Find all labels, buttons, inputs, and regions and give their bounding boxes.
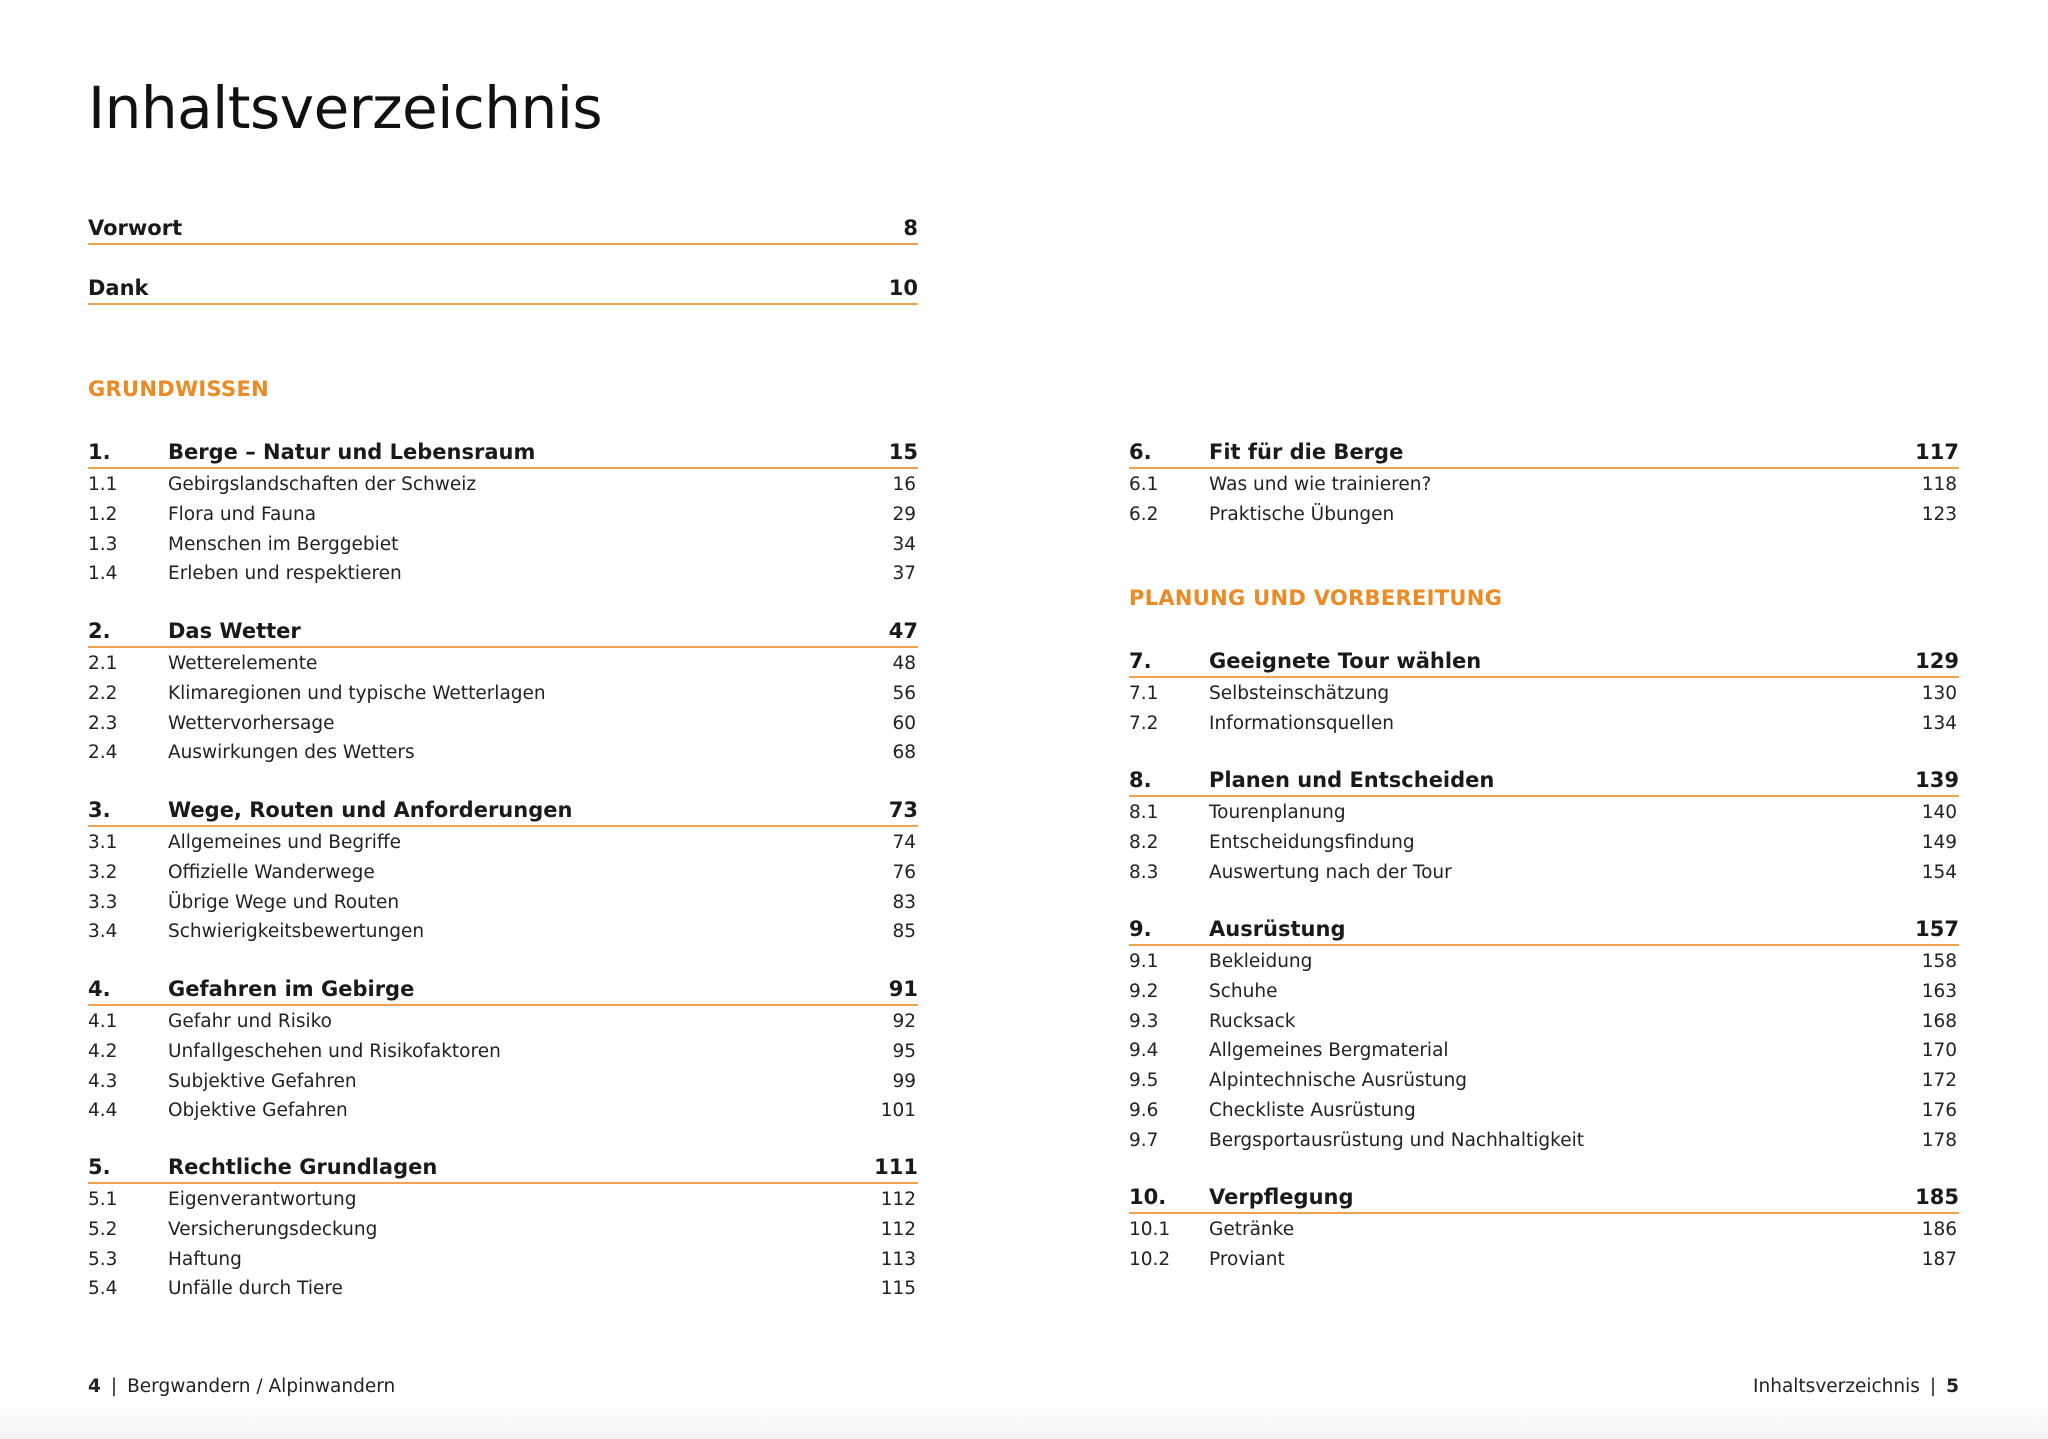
subentry-page: 112 [880, 1189, 916, 1210]
subentry-number: 9.4 [1129, 1040, 1159, 1062]
footer-section-title: Inhaltsverzeichnis [1753, 1376, 1920, 1397]
subentry-title: Offizielle Wanderwege [168, 861, 375, 883]
chapter-page: 91 [888, 977, 918, 1001]
subentry-number: 5.4 [88, 1278, 118, 1300]
subentry-title: Unfälle durch Tiere [168, 1278, 343, 1300]
subentry-number: 1.1 [88, 474, 118, 495]
chapter-page: 47 [888, 619, 918, 643]
toc-subentry[interactable] [88, 916, 918, 946]
chapter-number: 9. [1129, 917, 1152, 941]
subentry-number: 4.1 [88, 1011, 118, 1032]
subentry-number: 8.3 [1129, 861, 1159, 883]
toc-subentry[interactable] [88, 1244, 918, 1274]
toc-subentry[interactable] [1129, 678, 1959, 708]
subentry-page: 113 [880, 1248, 916, 1270]
toc-subentry[interactable] [88, 1095, 918, 1125]
footer-page-number: 4 [88, 1376, 101, 1397]
subentry-page: 176 [1921, 1099, 1957, 1121]
subentry-number: 4.4 [88, 1100, 118, 1122]
subentry-page: 29 [892, 503, 916, 525]
subentry-title: Bekleidung [1209, 951, 1313, 972]
subentry-title: Proviant [1209, 1248, 1285, 1270]
footer-right [1753, 1376, 1959, 1397]
subentry-number: 8.1 [1129, 802, 1159, 823]
footer-book-title: Bergwandern / Alpinwandern [127, 1376, 396, 1397]
toc-subentry[interactable] [88, 737, 918, 767]
toc-subentry[interactable] [88, 1036, 918, 1066]
chapter-heading[interactable] [88, 791, 918, 827]
chapter-title: Rechtliche Grundlagen [168, 1155, 438, 1179]
chapter-page: 15 [888, 440, 918, 464]
toc-subentry[interactable] [1129, 1065, 1959, 1095]
chapter-heading[interactable] [88, 433, 918, 469]
toc-subentry[interactable] [88, 558, 918, 588]
toc-subentry[interactable] [1129, 1244, 1959, 1274]
subentry-page: 158 [1921, 951, 1957, 972]
toc-subentry[interactable] [88, 708, 918, 738]
toc-chapter [88, 791, 918, 946]
subentry-title: Praktische Übungen [1209, 503, 1395, 525]
subentry-page: 115 [880, 1278, 916, 1300]
toc-chapter [1129, 433, 1959, 529]
toc-entry-page: 10 [888, 276, 918, 300]
chapter-title: Berge – Natur und Lebensraum [168, 440, 536, 464]
chapter-title: Ausrüstung [1209, 917, 1346, 941]
subentry-title: Objektive Gefahren [168, 1100, 348, 1122]
subentry-page: 16 [892, 474, 916, 495]
subentry-title: Erleben und respektieren [168, 563, 402, 585]
subentry-title: Wettervorhersage [168, 712, 335, 734]
subentry-title: Allgemeines und Begriffe [168, 832, 401, 853]
subentry-page: 149 [1921, 831, 1957, 853]
page-edge-shadow [0, 1399, 2048, 1439]
toc-entry-page: 8 [903, 216, 918, 240]
subentry-number: 3.2 [88, 861, 118, 883]
subentry-page: 140 [1921, 802, 1957, 823]
toc-chapter [1129, 642, 1959, 738]
chapter-title: Verpflegung [1209, 1185, 1354, 1209]
subentry-number: 4.3 [88, 1070, 118, 1092]
subentry-page: 74 [892, 832, 916, 853]
subentry-number: 2.2 [88, 682, 118, 704]
toc-subentry[interactable] [1129, 1095, 1959, 1125]
toc-subentry[interactable] [1129, 976, 1959, 1006]
subentry-number: 4.2 [88, 1040, 118, 1062]
toc-subentry[interactable] [88, 469, 918, 499]
chapter-page: 185 [1915, 1185, 1959, 1209]
subentry-number: 7.2 [1129, 712, 1159, 734]
toc-subentry[interactable] [88, 678, 918, 708]
subentry-number: 3.1 [88, 832, 118, 853]
toc-subentry[interactable] [1129, 1006, 1959, 1036]
subentry-title: Selbsteinschätzung [1209, 683, 1390, 704]
toc-subentry[interactable] [1129, 1214, 1959, 1244]
subentry-title: Gefahr und Risiko [168, 1011, 332, 1032]
toc-entry-vorwort[interactable] [88, 209, 918, 245]
subentry-number: 2.1 [88, 653, 118, 674]
subentry-page: 112 [880, 1218, 916, 1240]
subentry-page: 60 [892, 712, 916, 734]
subentry-number: 3.4 [88, 921, 118, 943]
subentry-number: 2.3 [88, 712, 118, 734]
chapter-page: 73 [888, 798, 918, 822]
chapter-number: 8. [1129, 768, 1152, 792]
subentry-number: 5.3 [88, 1248, 118, 1270]
footer-left [88, 1376, 395, 1397]
subentry-number: 2.4 [88, 742, 118, 764]
subentry-number: 10.2 [1129, 1248, 1171, 1270]
subentry-page: 95 [892, 1040, 916, 1062]
subentry-title: Getränke [1209, 1219, 1295, 1240]
subentry-title: Unfallgeschehen und Risikofaktoren [168, 1040, 501, 1062]
chapter-number: 3. [88, 798, 111, 822]
subentry-title: Entscheidungsfindung [1209, 831, 1415, 853]
subentry-page: 134 [1921, 712, 1957, 734]
toc-entry-label: Dank [88, 276, 149, 300]
subentry-page: 99 [892, 1070, 916, 1092]
subentry-page: 37 [892, 563, 916, 585]
chapter-number: 4. [88, 977, 111, 1001]
subentry-number: 7.1 [1129, 683, 1159, 704]
subentry-title: Allgemeines Bergmaterial [1209, 1040, 1449, 1062]
subentry-title: Tourenplanung [1209, 802, 1346, 823]
toc-subentry[interactable] [88, 529, 918, 559]
toc-chapter [1129, 761, 1959, 886]
section-heading-planung: PLANUNG UND VORBEREITUNG [1129, 586, 1503, 610]
toc-subentry[interactable] [88, 857, 918, 887]
subentry-title: Auswertung nach der Tour [1209, 861, 1452, 883]
subentry-page: 118 [1921, 474, 1957, 495]
chapter-heading[interactable] [1129, 761, 1959, 797]
toc-subentry[interactable] [88, 1214, 918, 1244]
chapter-page: 157 [1915, 917, 1959, 941]
subentry-page: 178 [1921, 1129, 1957, 1151]
subentry-number: 9.3 [1129, 1010, 1159, 1032]
subentry-title: Gebirgslandschaften der Schweiz [168, 474, 477, 495]
toc-entry-dank[interactable] [88, 269, 918, 305]
footer-separator: | [1929, 1376, 1937, 1397]
subentry-page: 163 [1921, 980, 1957, 1002]
subentry-number: 6.1 [1129, 474, 1159, 495]
chapter-heading[interactable] [1129, 910, 1959, 946]
subentry-title: Eigenverantwortung [168, 1189, 357, 1210]
chapter-heading[interactable] [88, 612, 918, 648]
chapter-heading[interactable] [88, 1148, 918, 1184]
toc-chapter [88, 1148, 918, 1303]
subentry-title: Haftung [168, 1248, 242, 1270]
toc-subentry[interactable] [88, 1184, 918, 1214]
chapter-title: Fit für die Berge [1209, 440, 1404, 464]
chapter-number: 6. [1129, 440, 1152, 464]
subentry-title: Menschen im Berggebiet [168, 533, 399, 555]
subentry-number: 5.1 [88, 1189, 118, 1210]
subentry-title: Versicherungsdeckung [168, 1218, 378, 1240]
chapter-heading[interactable] [1129, 433, 1959, 469]
toc-subentry[interactable] [1129, 827, 1959, 857]
subentry-number: 10.1 [1129, 1219, 1171, 1240]
chapter-title: Planen und Entscheiden [1209, 768, 1495, 792]
subentry-page: 56 [892, 682, 916, 704]
subentry-number: 8.2 [1129, 831, 1159, 853]
subentry-page: 76 [892, 861, 916, 883]
toc-subentry[interactable] [1129, 708, 1959, 738]
subentry-page: 154 [1921, 861, 1957, 883]
toc-chapter [88, 433, 918, 588]
section-heading-grundwissen: GRUNDWISSEN [88, 377, 269, 401]
subentry-page: 92 [892, 1011, 916, 1032]
subentry-number: 9.6 [1129, 1099, 1159, 1121]
subentry-page: 170 [1921, 1040, 1957, 1062]
subentry-title: Übrige Wege und Routen [168, 891, 400, 913]
chapter-page: 117 [1915, 440, 1959, 464]
toc-subentry[interactable] [1129, 499, 1959, 529]
subentry-number: 1.3 [88, 533, 118, 555]
subentry-page: 168 [1921, 1010, 1957, 1032]
subentry-page: 187 [1921, 1248, 1957, 1270]
toc-subentry[interactable] [1129, 1035, 1959, 1065]
subentry-page: 130 [1921, 683, 1957, 704]
chapter-number: 5. [88, 1155, 111, 1179]
subentry-title: Informationsquellen [1209, 712, 1394, 734]
toc-subentry[interactable] [88, 827, 918, 857]
subentry-number: 9.2 [1129, 980, 1159, 1002]
chapter-number: 1. [88, 440, 111, 464]
subentry-number: 6.2 [1129, 503, 1159, 525]
subentry-page: 68 [892, 742, 916, 764]
chapter-page: 139 [1915, 768, 1959, 792]
page-title: Inhaltsverzeichnis [88, 74, 603, 142]
footer-page-number: 5 [1946, 1376, 1959, 1397]
subentry-title: Schwierigkeitsbewertungen [168, 921, 425, 943]
subentry-page: 48 [892, 653, 916, 674]
subentry-title: Alpintechnische Ausrüstung [1209, 1070, 1468, 1092]
toc-entry-label: Vorwort [88, 216, 183, 240]
subentry-number: 9.5 [1129, 1070, 1159, 1092]
toc-subentry[interactable] [88, 648, 918, 678]
chapter-title: Gefahren im Gebirge [168, 977, 415, 1001]
chapter-number: 7. [1129, 649, 1152, 673]
chapter-title: Geeignete Tour wählen [1209, 649, 1482, 673]
subentry-page: 186 [1921, 1219, 1957, 1240]
subentry-page: 34 [892, 533, 916, 555]
subentry-page: 172 [1921, 1070, 1957, 1092]
subentry-number: 9.7 [1129, 1129, 1159, 1151]
subentry-title: Klimaregionen und typische Wetterlagen [168, 682, 546, 704]
chapter-number: 2. [88, 619, 111, 643]
footer-separator: | [110, 1376, 118, 1397]
subentry-number: 1.4 [88, 563, 118, 585]
toc-subentry[interactable] [1129, 946, 1959, 976]
toc-subentry[interactable] [88, 499, 918, 529]
subentry-title: Was und wie trainieren? [1209, 474, 1432, 495]
chapter-heading[interactable] [1129, 1178, 1959, 1214]
toc-chapter [1129, 910, 1959, 1155]
subentry-page: 85 [892, 921, 916, 943]
toc-subentry[interactable] [1129, 469, 1959, 499]
toc-chapter [88, 612, 918, 767]
subentry-page: 123 [1921, 503, 1957, 525]
chapter-heading[interactable] [1129, 642, 1959, 678]
chapter-number: 10. [1129, 1185, 1167, 1209]
subentry-number: 9.1 [1129, 951, 1159, 972]
toc-subentry[interactable] [1129, 797, 1959, 827]
chapter-page: 129 [1915, 649, 1959, 673]
subentry-title: Flora und Fauna [168, 503, 317, 525]
toc-subentry[interactable] [1129, 857, 1959, 887]
toc-subentry[interactable] [88, 1006, 918, 1036]
subentry-number: 5.2 [88, 1218, 118, 1240]
toc-chapter [1129, 1178, 1959, 1274]
subentry-title: Schuhe [1209, 980, 1278, 1002]
chapter-page: 111 [874, 1155, 918, 1179]
subentry-title: Checkliste Ausrüstung [1209, 1099, 1416, 1121]
toc-subentry[interactable] [88, 887, 918, 917]
subentry-title: Rucksack [1209, 1010, 1296, 1032]
subentry-number: 1.2 [88, 503, 118, 525]
subentry-number: 3.3 [88, 891, 118, 913]
subentry-title: Bergsportausrüstung und Nachhaltigkeit [1209, 1129, 1584, 1151]
chapter-title: Das Wetter [168, 619, 301, 643]
toc-chapter [88, 970, 918, 1125]
chapter-heading[interactable] [88, 970, 918, 1006]
subentry-page: 101 [880, 1100, 916, 1122]
subentry-title: Wetterelemente [168, 653, 318, 674]
toc-subentry[interactable] [88, 1273, 918, 1303]
subentry-page: 83 [892, 891, 916, 913]
toc-subentry[interactable] [1129, 1125, 1959, 1155]
chapter-title: Wege, Routen und Anforderungen [168, 798, 573, 822]
toc-subentry[interactable] [88, 1066, 918, 1096]
subentry-title: Auswirkungen des Wetters [168, 742, 415, 764]
subentry-title: Subjektive Gefahren [168, 1070, 357, 1092]
